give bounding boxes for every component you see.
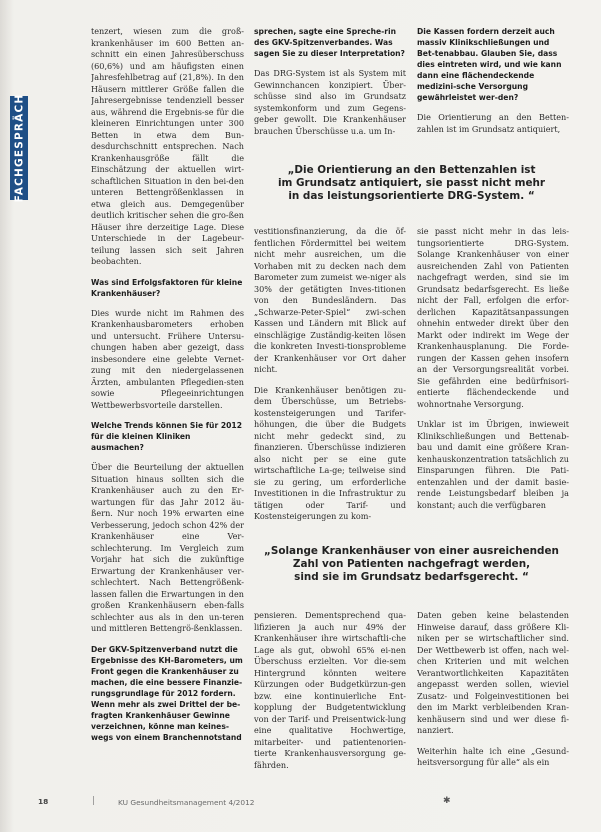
- body-paragraph: Die Krankenhäuser benötigen zu-dem Überschüsse, um Betriebs-kostensteigerungen und Tarifer-höhungen, die über die Budgets nicht mehr gedeckt sind, zu finanzieren. Überschüsse indizieren also nicht per se eine gute wirtschaftliche La-ge; teilweise sind sie zu gering, um erforderliche Investitionen in die Infrastruktur zu tätigen oder Tarif- und Kostensteigerungen zu kom-: [254, 384, 406, 521]
- pull-quote-2-line: Zahl von Patienten nachgefragt werden,: [292, 558, 531, 570]
- pull-quote-1-line: „Die Orientierung an den Bettenzahlen ist: [287, 164, 536, 176]
- body-paragraph: sie passt nicht mehr in das leis-tungsorientierte DRG-System. Solange Krankenhäuser von einer ausreichenden Zahl von Patienten nachgefragt werden, sind sie im Grundsatz bedarfsgerecht. Es ließe nicht der Fall, erfolgen die erfor-derlichen Kapazitätsanpassungen ohnehin entweder direkt über den Markt oder indirekt im Wege der Krankenhausplanung. Die Forde-rungen der Kassen gehen insofern an der Versorgungsrealität vorbei. Sie gefährden eine bedürfnisori-entierte flächendeckende und wohnortnahe Versorgung.: [417, 226, 569, 409]
- interview-question: Was sind Erfolgsfaktoren für kleine Krankenhäuser?: [91, 277, 243, 298]
- pull-quote-2: [254, 545, 569, 584]
- section-label-text: FACHGESPRÄCH: [13, 93, 25, 203]
- column-2-top: [254, 26, 406, 144]
- body-paragraph: Die Orientierung an den Betten-zahlen ist im Grundsatz antiquiert,: [417, 112, 569, 134]
- footer-mark-icon: ✱: [443, 796, 451, 806]
- column-3-bottom: [417, 610, 569, 785]
- column-1: [91, 26, 244, 788]
- pull-quote-2-line: „Solange Krankenhäuser von einer ausreichenden: [264, 545, 559, 557]
- page-footer: [30, 797, 570, 811]
- footer-separator: |: [92, 796, 96, 806]
- body-paragraph: Unklar ist im Übrigen, inwieweit Klinikschließungen und Bettenab-bau und damit eine größere Kran-kenhauskonzentration tatsächlich zu Einsparungen führen. Die Pati-entenzahlen und der damit basie-rende Leistungsbedarf bleiben ja konstant; auch die verfügbaren: [417, 419, 569, 510]
- column-3-middle: [417, 226, 569, 526]
- body-paragraph: Dies wurde nicht im Rahmen des Krankenhausbarometers erhoben und untersucht. Frühere Untersu-chungen haben aber gezeigt, dass insbesondere eine gelebte Vernet-zung mit den niedergelassenen Ärzten, ambulanten Pflegedien-sten sowie Pflegeeinrichtungen Wettbewerbsvorteile darstellen.: [91, 307, 244, 410]
- body-paragraph: vestitionsfinanzierung, da die öf-fentlichen Fördermittel bei weitem nicht mehr ausreichen, um die Vorhaben mit zu decken nach dem Barometer zum zumeist we-niger als 30% der getätigten Inves-titionen von den Bundesländern. Das „Schwarze-Peter-Spiel“ zwi-schen Kassen und Ländern mit Blick auf einschlägige Zuständig-keiten lösen die konkreten Investi-tionsprobleme der Krankenhäuser vor Ort daher nicht.: [254, 226, 406, 374]
- body-paragraph: Weiterhin halte ich eine „Gesund-heitsversorgung für alle“ als ein: [417, 745, 569, 767]
- column-3-top: [417, 26, 569, 144]
- interview-question: Welche Trends können Sie für 2012 für die kleinen Kliniken ausmachen?: [91, 421, 242, 452]
- column-2-middle: [254, 226, 406, 526]
- body-paragraph: Das DRG-System ist als System mit Gewinnchancen konzipiert. Über-schüsse sind also im Grundsatz systemkonform und zum Gegens-geber gewollt. Die Krankenhäuser brauchen Überschüsse u.a. um In-: [254, 68, 406, 136]
- body-paragraph: tenzert, wiesen zum die groß-krankenhäuser im 600 Betten an-schnitt ein einen Jahresüberschuss (60,6%) und am häufigsten einen Jahresfehlbetrag auf (21,8%). In den Häusern mittlerer Größe fallen die Jahresergebnisse tendenziell besser aus, während die Ergebnis-se für die kleineren Einrichtungen unter 300 Betten in etwa dem Bun-desdurchschnitt entsprechen. Nach Krankenhausgröße fällt die Einschätzung der aktuellen wirt-schaftlichen Situation in den bei-den unteren Bettengrößenklassen in etwa gleich aus. Demgegenüber deutlich kritischer sehen die gro-ßen Häuser ihre derzeitige Lage. Diese Unterschiede in der Lagebeur-teilung lassen sich seit Jahren beobachten.: [91, 26, 244, 266]
- body-paragraph: Über die Beurteilung der aktuellen Situation hinaus sollten sich die Krankenhäuser auch zu den Er-wartungen für das Jahr 2012 äu-ßern. Nur noch 19% erwarten eine Verbesserung, jedoch schon 42% der Krankenhäuser eine Ver-schlechterung. Im Vergleich zum Vorjahr hat sich die zukünftige Erwartung der Krankenhäuser ver-schlechtert. Nach Bettengrößenk-lassen fallen die Erwartungen in den großen Krankenhäusern eben-falls schlechter aus als in den un-teren und mittleren Bettengrö-ßenklassen.: [91, 462, 244, 633]
- section-sidebar: [0, 0, 26, 832]
- body-paragraph: pensieren. Dementsprechend qua-lifizieren ja auch nur 49% der Krankenhäuser ihre wirtschaftli-che Lage als gut, obwohl 65% ei-nen Überschuss erzielten. Vor die-sem Hintergrund könnten weitere Kürzungen oder Budgetkürzun-gen bzw. eine kontinuierliche Ent-kopplung der Budgetentwicklung von der Tarif- und Preisentwick-lung eine qualitative Hochwertige, mitarbeiter- und patientenorien-tierte Krankenhausversorgung ge-fährden.: [254, 610, 406, 770]
- pull-quote-2-line: sind sie im Grundsatz bedarfsgerecht. “: [294, 571, 529, 583]
- body-paragraph: Daten geben keine belastenden Hinweise darauf, dass größere Kli-niken per se wirtschaftlicher sind. Der Wettbewerb ist offen, nach wel-chen Kriterien und mit welchen Verantwortlichkeiten Kapazitäten angepasst werden sollen, wieviel Zusatz- und Folgeinvestitionen bei den im Markt verbleibenden Kran-kenhäusern sind und wer diese fi-nanziert.: [417, 610, 569, 735]
- pull-quote-1-line: im Grundsatz antiquiert, sie passt nicht mehr: [277, 177, 546, 189]
- section-label: [10, 93, 28, 203]
- pull-quote-1-line: in das leistungsorientierte DRG-System. “: [288, 190, 535, 202]
- interview-question: Die Kassen fordern derzeit auch massiv Klinikschließungen und Bet-tenabbau. Glauben Sie, dass dies eintreten wird, und wie kann dann eine flächendeckende medizini-sche Versorgung gewährleistet wer-den?: [417, 27, 562, 102]
- pull-quote-1: [254, 164, 569, 203]
- page-number: 18: [38, 797, 49, 806]
- interview-question: Der GKV-Spitzenverband nutzt die Ergebnisse des KH-Barometers, um Front gegen die Krankenhäuser zu machen, die eine bessere Finanzie-rungsgrundlage für 2012 fordern. Wenn mehr als zwei Drittel der be-fragten Krankenhäuser Gewinne verzeichnen, könne man keines-wegs von einem Branchennotstand: [91, 644, 243, 742]
- publication-name: KU Gesundheitsmanagement 4/2012: [118, 798, 255, 807]
- column-2-bottom: [254, 610, 406, 785]
- interview-question: sprechen, sagte eine Spreche-rin des GKV-Spitzenverbandes. Was sagen Sie zu dieser Interpretation?: [254, 27, 405, 58]
